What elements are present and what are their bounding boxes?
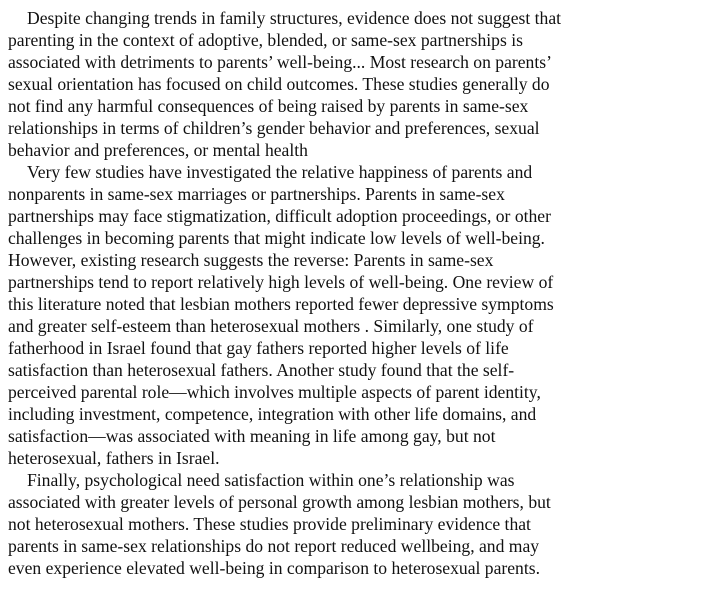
paragraph-2-line-2: nonparents in same-sex marriages or partnerships. Parents in same-sex [8, 184, 505, 204]
paragraph-1-line-4: sexual orientation has focused on child outcomes. These studies generally do [8, 74, 550, 94]
paragraph-1 [8, 7, 698, 161]
paragraph-2-line-14: heterosexual, fathers in Israel. [8, 448, 220, 468]
paragraph-1-line-2: parenting in the context of adoptive, blended, or same-sex partnerships is [8, 30, 523, 50]
paragraph-2-line-9: fatherhood in Israel found that gay fathers reported higher levels of life [8, 338, 509, 358]
paragraph-2-line-13: satisfaction—was associated with meaning in life among gay, but not [8, 426, 496, 446]
paragraph-3-line-2: associated with greater levels of personal growth among lesbian mothers, but [8, 492, 551, 512]
paragraph-3-line-5: even experience elevated well-being in comparison to heterosexual parents. [8, 558, 540, 578]
paragraph-2-line-4: challenges in becoming parents that might indicate low levels of well-being. [8, 228, 545, 248]
paragraph-2-line-1: Very few studies have investigated the relative happiness of parents and [27, 162, 533, 182]
paragraph-1-line-3: associated with detriments to parents’ well-being... Most research on parents’ [8, 52, 552, 72]
paragraph-2-line-3: partnerships may face stigmatization, difficult adoption proceedings, or other [8, 206, 551, 226]
paragraph-1-line-1: Despite changing trends in family structures, evidence does not suggest that [27, 8, 562, 28]
document-body [8, 7, 698, 579]
paragraph-3-line-4: parents in same-sex relationships do not report reduced wellbeing, and may [8, 536, 540, 556]
paragraph-2 [8, 161, 698, 469]
paragraph-1-line-7: behavior and preferences, or mental health [8, 140, 308, 160]
paragraph-1-line-5: not find any harmful consequences of being raised by parents in same-sex [8, 96, 529, 116]
paragraph-3-line-3: not heterosexual mothers. These studies provide preliminary evidence that [8, 514, 531, 534]
paragraph-2-line-6: partnerships tend to report relatively high levels of well-being. One review of [8, 272, 554, 292]
paragraph-1-line-6: relationships in terms of children’s gender behavior and preferences, sexual [8, 118, 540, 138]
paragraph-3-line-1: Finally, psychological need satisfaction within one’s relationship was [27, 470, 515, 490]
paragraph-2-line-8: and greater self-esteem than heterosexual mothers . Similarly, one study of [8, 316, 534, 336]
paragraph-3 [8, 469, 698, 579]
paragraph-2-line-10: satisfaction than heterosexual fathers. Another study found that the self- [8, 360, 515, 380]
paragraph-2-line-5: However, existing research suggests the reverse: Parents in same-sex [8, 250, 494, 270]
paragraph-2-line-7: this literature noted that lesbian mothers reported fewer depressive symptoms [8, 294, 554, 314]
paragraph-2-line-11: perceived parental role—which involves multiple aspects of parent identity, [8, 382, 541, 402]
paragraph-2-line-12: including investment, competence, integration with other life domains, and [8, 404, 537, 424]
